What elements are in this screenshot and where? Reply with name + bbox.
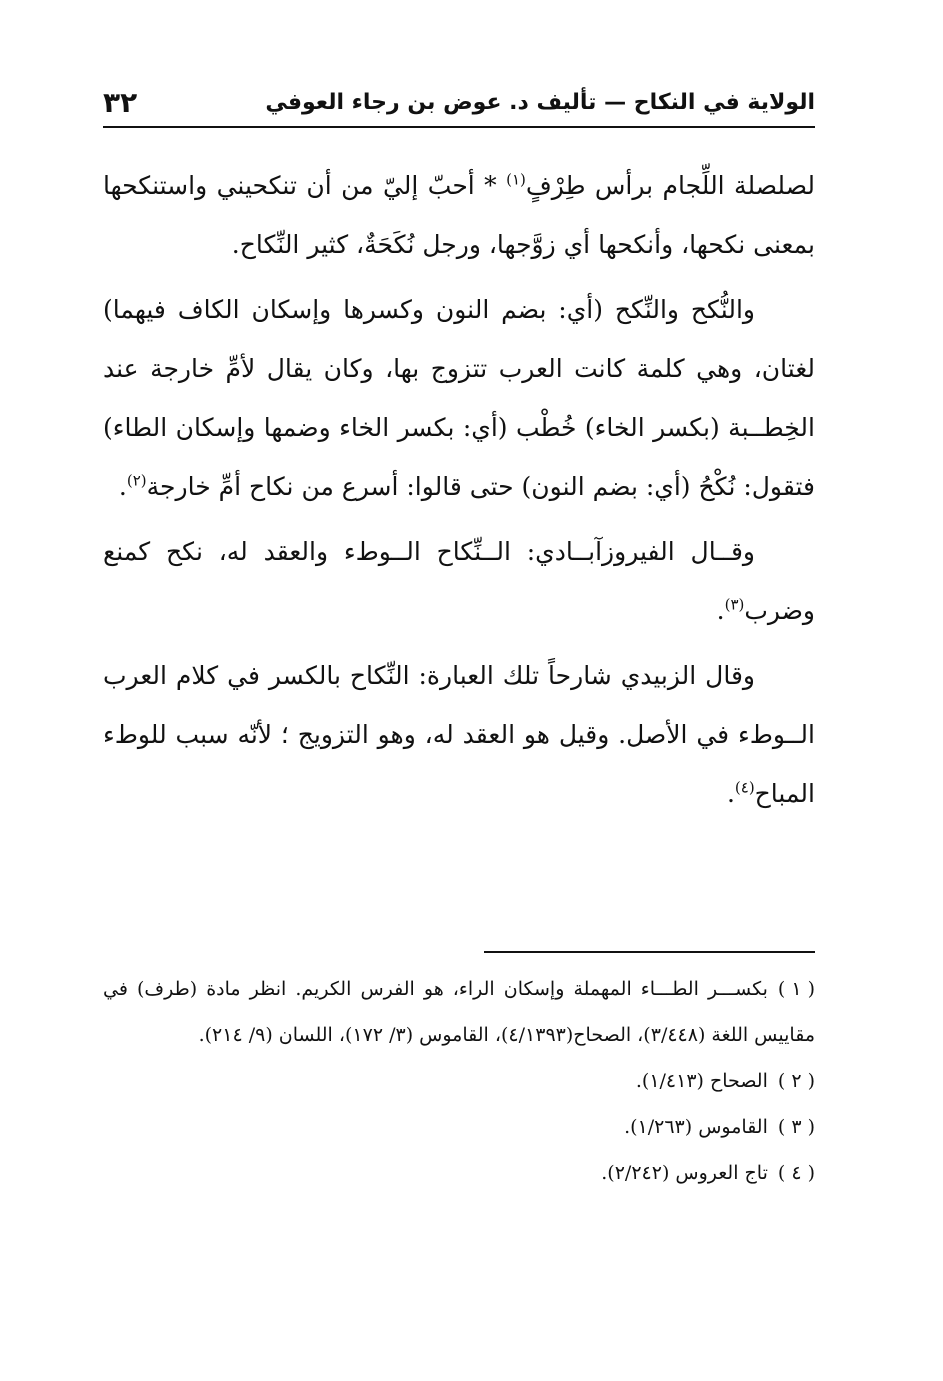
footnote-4 — [103, 1150, 815, 1196]
header-title: الولاية في النكاح — تأليف د. عوض بن رجاء العوفي — [265, 90, 815, 115]
footnote-text: تاج العروس (٢/٢٤٢). — [601, 1162, 768, 1184]
running-header — [103, 86, 815, 120]
paragraph-3-text-b: . — [716, 596, 725, 625]
footnote-marker: ( ٤ ) — [777, 1162, 815, 1184]
paragraph-2-text-b: . — [118, 472, 127, 501]
footnote-ref-3: (٣) — [724, 595, 745, 614]
paragraph-4-text-a: وقال الزبيدي شارحاً تلك العبارة: النِّكاح بالكسر في كلام العرب الــوطء في الأصل. وقيل هو العقد له، وهو التزويج ؛ لأنّه سبب للوطء المباح — [103, 661, 815, 808]
paragraph-3 — [103, 522, 815, 640]
footnote-ref-4: (٤) — [734, 778, 755, 797]
paragraph-3-text-a: وقــال الفيروزآبــادي: الــنِّكاح الــوطء والعقد له، نكح كمنع وضرب — [103, 537, 815, 625]
footnote-marker: ( ١ ) — [777, 978, 815, 1000]
footnote-marker: ( ٢ ) — [777, 1070, 815, 1092]
footnote-3 — [103, 1104, 815, 1150]
footnote-text: القاموس (١/٢٦٣). — [624, 1116, 768, 1138]
paragraph-1-text-a: لصلصلة اللِّجام برأس طِرْفٍ — [525, 171, 815, 200]
header-rule — [103, 126, 815, 128]
page-number: ٣٢ — [103, 86, 138, 119]
paragraph-1-text-b: * أحبّ إليّ من أن تنكحيني واستنكحها بمعنى نكحها، وأنكحها أي زوَّجها، ورجل نُكَحَةٌ، كثير النِّكاح. — [103, 171, 815, 259]
paragraph-4-text-b: . — [726, 779, 735, 808]
footnote-ref-2: (٢) — [126, 471, 147, 490]
paragraph-2-text-a: والنُّكح والنِّكح (أي: بضم النون وكسرها وإسكان الكاف فيهما) لغتان، وهي كلمة كانت العرب تتزوج بها، وكان يقال لأمِّ خارجة عند الخِطــبة (بكسر الخاء) خُطْب (أي: بكسر الخاء وضمها وإسكان الطاء) فتقول: نُكْحُ (أي: بضم النون) حتى قالوا: أسرع من نكاح أمِّ خارجة — [103, 295, 815, 501]
footnote-marker: ( ٣ ) — [777, 1116, 815, 1138]
footnotes — [103, 966, 815, 1196]
footnote-ref-1: (١) — [506, 170, 526, 189]
main-text — [103, 156, 815, 829]
footnote-text: الصحاح (١/٤١٣). — [635, 1070, 768, 1092]
footnote-text: بكســـر الطـــاء المهملة وإسكان الراء، هو الفرس الكريم. انظر مادة (طرف) في مقاييس اللغة (٣/٤٤٨)، الصحاح(٤/١٣٩٣)، القاموس (٣/ ١٧٢)، اللسان (٩/ ٢١٤). — [103, 978, 815, 1046]
paragraph-2 — [103, 280, 815, 516]
footnote-separator — [484, 951, 815, 953]
paragraph-1 — [103, 156, 815, 274]
footnote-2 — [103, 1058, 815, 1104]
paragraph-4 — [103, 646, 815, 823]
footnote-1 — [103, 966, 815, 1058]
